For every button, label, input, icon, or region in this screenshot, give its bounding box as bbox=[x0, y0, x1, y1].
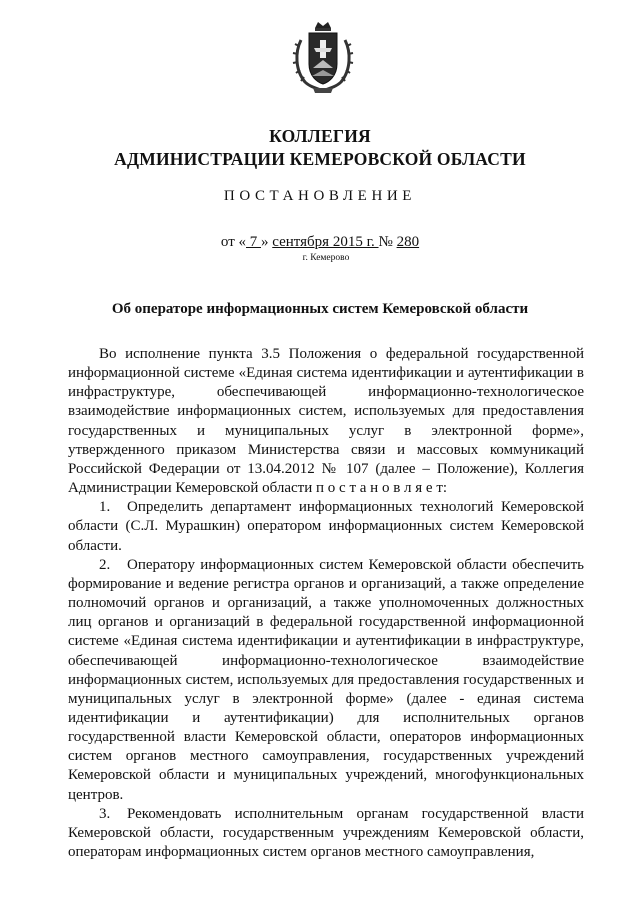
list-item-text: Оператору информационных систем Кемеровской области обеспечить формирование и ведение регистра органов и организаций, а также определение полномочий органов и организаций, а также уполномоченных должностных лиц органов и организаций в федеральной государственной информационной системе «Единая система идентификации и аутентификации в инфраструктуре, обеспечивающей информационно-технологическое взаимодействие информационных систем, используемых для предоставления государственных и муниципальных услуг в электронной форме» (далее - единая система идентификации и аутентификации) для исполнительных органов государственной власти Кемеровской области, операторов информационных систем органов местного самоуправления, государственных учреждений Кемеровской области и муниципальных учреждений, многофункциональных центров. bbox=[68, 556, 584, 803]
list-item-number: 3. bbox=[99, 805, 111, 822]
document-body bbox=[68, 345, 584, 862]
number-prefix: № bbox=[378, 234, 397, 250]
date-day: 7 bbox=[246, 234, 261, 250]
date-line bbox=[0, 234, 640, 251]
preamble-text: Во исполнение пункта 3.5 Положения о федеральной государственной информационной системе «Единая система идентификации и аутентификации в инфраструктуре, обеспечивающей информационно-технологическое взаимодействие информационных систем, используемых для предоставления государственных и муниципальных услуг в электронной форме», утвержденного приказом Министерства связи и массовых коммуникаций Российской Федерации от 13.04.2012 № 107 (далее – Положение), Коллегия Администрации Кемеровской области bbox=[68, 346, 584, 497]
coat-of-arms-icon bbox=[291, 18, 355, 96]
date-prefix: от « bbox=[220, 234, 246, 250]
document-type: ПОСТАНОВЛЕНИЕ bbox=[223, 188, 417, 204]
list-item-number: 2. bbox=[99, 556, 111, 573]
list-item bbox=[68, 498, 584, 555]
list-item bbox=[68, 805, 584, 862]
list-item-text: Рекомендовать исполнительным органам государственной власти Кемеровской области, государственным учреждениям Кемеровской области, операторам информационных систем органов местного самоуправления, bbox=[68, 805, 584, 861]
list-item-number: 1. bbox=[99, 499, 111, 516]
header-line-2: АДМИНИСТРАЦИИ КЕМЕРОВСКОЙ ОБЛАСТИ bbox=[114, 149, 526, 169]
list-item-text: Определить департамент информационных технологий Кемеровской области (С.Л. Мурашкин) оператором информационных систем Кемеровской области. bbox=[68, 499, 584, 554]
resolves-text: п о с т а н о в л я е т: bbox=[312, 480, 448, 497]
preamble-paragraph bbox=[68, 345, 584, 498]
city: г. Кемерово bbox=[302, 253, 350, 263]
date-mid: » bbox=[261, 234, 273, 250]
document-number: 280 bbox=[396, 234, 420, 250]
list-item bbox=[68, 556, 584, 805]
date-month-year: сентября 2015 г. bbox=[272, 234, 379, 250]
header-line-1: КОЛЛЕГИЯ bbox=[269, 126, 371, 146]
document-title: Об операторе информационных систем Кемеровской области bbox=[111, 301, 529, 317]
